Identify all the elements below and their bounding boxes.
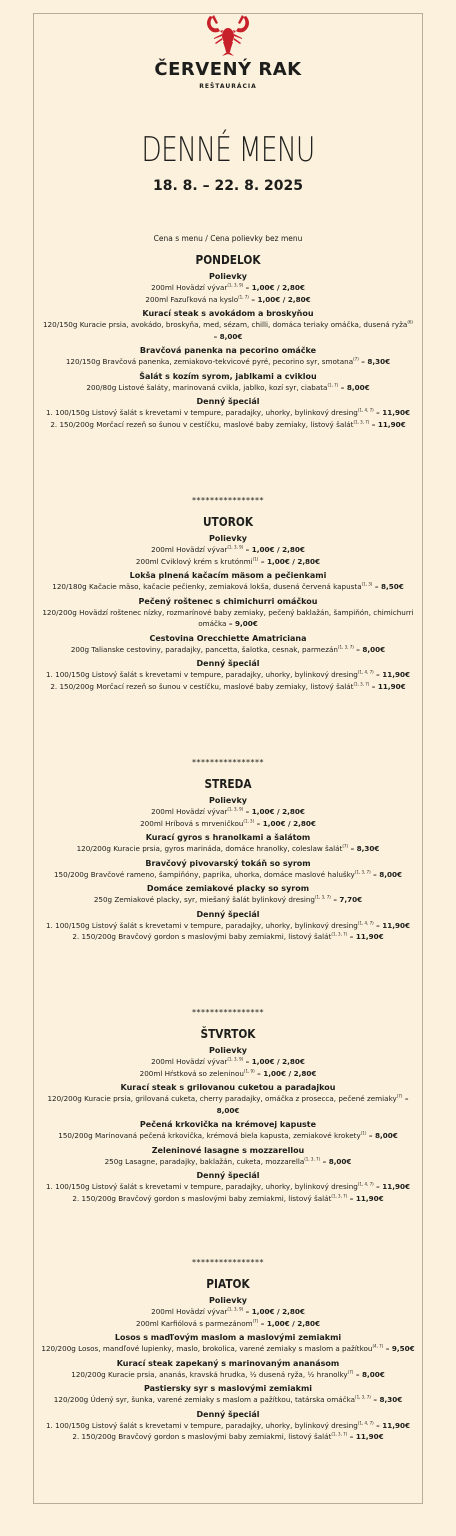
allergen-codes: (1, 3, 7) <box>353 419 370 425</box>
allergen-codes: (1, 4, 7) <box>357 1420 374 1426</box>
allergen-codes: (1, 4, 7) <box>357 669 374 675</box>
allergen-codes: (1, 3, 9) <box>227 282 244 288</box>
soup-item <box>40 294 416 306</box>
dish-description <box>40 894 416 906</box>
allergen-codes: (1, 3, 9) <box>227 806 244 812</box>
special-item <box>40 1431 416 1443</box>
price: – 11,90€ <box>373 1420 411 1430</box>
dish-description-text: 200g Talianske cestoviny, paradajky, pancetta, šalotka, cesnak, parmezán <box>70 644 338 654</box>
price: – 8,50€ <box>372 582 404 591</box>
dish-title: Pastiersky syr s maslovými zemiakmi <box>143 1384 313 1393</box>
special-heading: Denný špeciál <box>196 1409 260 1419</box>
special-item-text: 1. 100/150g Listový šalát s krevetami v tempure, paradajky, uhorky, bylinkový dresing <box>45 920 358 930</box>
section-separator: **************** <box>192 758 264 767</box>
day-section-štvrtok <box>40 1026 416 1204</box>
price: – 11,90€ <box>369 681 406 691</box>
dish-description-text: 120/200g Kuracie prsia, gyros marináda, domáce hranolky, coleslaw šalát <box>76 844 343 853</box>
day-section-piatok <box>40 1276 416 1443</box>
special-heading: Denný špeciál <box>196 909 260 919</box>
soup-item-text: 200ml Hovädzí vývar <box>151 807 228 816</box>
dish-description <box>40 1343 416 1355</box>
dish-description <box>40 319 416 342</box>
soup-item-text: 200ml Hríbová s mrveničkou <box>140 818 244 828</box>
price: – 11,90€ <box>373 670 411 679</box>
dish-description-text: 120/200g Údený syr, šunka, varené zemiaky s maslom a pažítkou, tatárska omáčka <box>53 1395 356 1404</box>
soups-heading: Polievky <box>208 272 248 281</box>
dish-title: Kurací steak zapekaný s marinovaným ananásom <box>116 1358 340 1368</box>
soups-heading: Polievky <box>208 1296 248 1305</box>
section-separator: **************** <box>192 1008 264 1017</box>
price: – 11,90€ <box>347 1193 384 1203</box>
price: – 8,00€ <box>370 869 402 879</box>
allergen-codes: (1) <box>252 556 259 562</box>
dish-title: Kurací steak s grilovanou cuketou a paradajkou <box>120 1083 336 1092</box>
soup-item <box>40 282 416 294</box>
price: – 1,00€ / 2,80€ <box>254 818 316 828</box>
dish-description-text: 120/200g Kuracie prsia, grilovaná cuketa, cherry paradajky, omáčka z prosecca, pečené zemiaky <box>47 1094 397 1103</box>
soup-item-text: 200ml Hovädzí vývar <box>151 545 228 554</box>
price: – 1,00€ / 2,80€ <box>243 807 305 816</box>
soup-item <box>40 1068 416 1080</box>
price: – 1,00€ / 2,80€ <box>243 283 305 292</box>
section-separator: **************** <box>192 496 264 505</box>
allergen-codes: (1, 7) <box>238 294 249 300</box>
special-heading: Denný špeciál <box>196 397 260 406</box>
allergen-codes: (1, 9) <box>243 1068 255 1074</box>
soups-heading: Polievky <box>208 534 248 543</box>
special-item <box>40 1193 416 1205</box>
price: – 9,00€ <box>226 619 258 628</box>
dish-description-text: 120/200g Losos, mandľové lupienky, maslo, brokolica, varené zemiaky s maslom a pažítkou <box>41 1344 373 1353</box>
day-name: UTOROK <box>202 515 254 529</box>
special-item <box>40 681 416 693</box>
price: – 11,90€ <box>369 419 406 429</box>
allergen-codes: (1, 3, 9) <box>227 1306 244 1312</box>
dish-title: Pečená krkovička na krémovej kapuste <box>139 1120 317 1129</box>
crayfish-icon <box>204 14 252 58</box>
dish-description <box>40 1093 416 1116</box>
soup-item-text: 200ml Hovädzí vývar <box>151 1307 228 1316</box>
price: – 1,00€ / 2,80€ <box>243 545 305 554</box>
price: – 8,00€ <box>320 1156 352 1166</box>
allergen-codes: (7) <box>252 1318 259 1324</box>
price: – 8,30€ <box>358 357 391 366</box>
allergen-codes: (1) <box>360 1130 367 1136</box>
special-item <box>40 1181 416 1193</box>
price: – 1,00€ / 2,80€ <box>254 1068 317 1078</box>
price: – 7,70€ <box>330 895 363 904</box>
special-item-text: 1. 100/150g Listový šalát s krevetami v tempure, paradajky, uhorky, bylinkový dresing <box>45 1182 358 1191</box>
soup-item-text: 200ml Hŕstková so zeleninou <box>139 1068 244 1078</box>
allergen-codes: (1, 3, 9) <box>227 1056 244 1062</box>
price: – 8,00€ <box>366 1131 398 1140</box>
dish-description-text: 150/200g Marinovaná pečená krkovička, krémová biela kapusta, zemiakové krokety <box>58 1131 361 1140</box>
special-item <box>40 1420 416 1432</box>
special-heading: Denný špeciál <box>196 659 260 668</box>
allergen-codes: (1, 4, 7) <box>357 920 374 926</box>
allergen-codes: (1, 4, 7) <box>357 407 374 413</box>
price: – 1,00€ / 2,80€ <box>243 1307 305 1316</box>
dish-description-text: 120/150g Kuracie prsia, avokádo, broskyňa, med, sézam, chilli, domáca teriaky omáčka, dusená ryža <box>42 320 408 329</box>
dish-description-text: 120/180g Kačacie mäso, kačacie pečienky, zemiaková lokša, dusená červená kapusta <box>52 582 362 591</box>
allergen-codes: (1, 3) <box>243 818 255 824</box>
special-heading: Denný špeciál <box>196 1171 260 1180</box>
special-item-text: 1. 100/150g Listový šalát s krevetami v tempure, paradajky, uhorky, bylinkový dresing <box>45 670 358 679</box>
date-range: 18. 8. – 22. 8. 2025 <box>152 178 304 194</box>
special-item-text: 1. 100/150g Listový šalát s krevetami v tempure, paradajky, uhorky, bylinkový dresing <box>45 1420 358 1430</box>
price: – 11,90€ <box>347 1432 384 1441</box>
day-name: STREDA <box>204 777 252 791</box>
soup-item-text: 200ml Cviklový krém s krutónmi <box>135 556 253 566</box>
dish-title: Pečený roštenec s chimichurri omáčkou <box>138 596 318 606</box>
dish-description <box>40 382 416 394</box>
allergen-codes: (1, 4, 7) <box>357 1181 374 1187</box>
price: – 8,30€ <box>348 844 380 853</box>
soup-item <box>40 1306 416 1318</box>
price: – 8,00€ <box>353 644 386 654</box>
dish-description <box>40 607 416 630</box>
dish-description-text: 250g Zemiakové placky, syr, miešaný šalát bylinkový dresing <box>93 895 315 904</box>
allergen-codes: (1, 3) <box>361 581 373 587</box>
allergen-codes: (1, 3, 7) <box>331 1431 348 1437</box>
special-item <box>40 419 416 431</box>
soup-item-text: 200ml Hovädzí vývar <box>151 283 228 292</box>
price: – 1,00€ / 2,80€ <box>248 294 311 304</box>
dish-title: Lokša plnená kačacím mäsom a pečienkami <box>129 571 327 580</box>
allergen-codes: (1, 3, 7) <box>331 1193 348 1199</box>
allergen-codes: (1, 7) <box>327 382 339 388</box>
soup-item <box>40 556 416 568</box>
dish-title: Kurací steak s avokádom a broskyňou <box>142 309 314 318</box>
brand-name: ČERVENÝ RAK <box>154 59 302 80</box>
soups-heading: Polievky <box>208 796 248 805</box>
dish-title: Bravčový pivovarský tokáň so syrom <box>145 858 311 868</box>
allergen-codes: (1, 3, 7) <box>314 894 331 900</box>
price-note: Cena s menu / Cena polievky bez menu <box>153 234 303 243</box>
special-item-text: 2. 150/200g Morčací rezeň so šunou v cestíčku, maslové baby zemiaky, listový šalát <box>50 419 354 429</box>
special-item-text: 2. 150/200g Bravčový gordon s maslovými baby zemiakmi, listový šalát <box>72 1193 332 1203</box>
dish-description <box>40 1369 416 1381</box>
price: – 8,30€ <box>370 1395 403 1404</box>
allergen-codes: (1, 3, 7) <box>353 681 370 687</box>
allergen-codes: (1, 3, 7) <box>354 869 371 875</box>
soup-item-text: 200ml Hovädzí vývar <box>151 1057 228 1066</box>
dish-description-text: 120/200g Kuracie prsia, ananás, kravská hrudka, ½ dusená ryža, ½ hranolky <box>71 1369 348 1379</box>
price: – 11,90€ <box>373 920 411 930</box>
price: – 1,00€ / 2,80€ <box>243 1057 305 1066</box>
day-name: PONDELOK <box>195 253 261 267</box>
day-section-utorok <box>40 514 416 692</box>
allergen-codes: (6) <box>407 319 413 325</box>
dish-description-text: 150/200g Bravčové rameno, šampiňóny, paprika, uhorka, domáce maslové halušky <box>53 869 355 879</box>
dish-title: Losos s maďľovým maslom a maslovými zemiakmi <box>114 1333 342 1342</box>
special-item-text: 2. 150/200g Morčací rezeň so šunou v cestíčku, maslové baby zemiaky, listový šalát <box>50 681 354 691</box>
special-item-text: 2. 150/200g Bravčový gordon s maslovými baby zemiakmi, listový šalát <box>72 1432 332 1441</box>
dish-description <box>40 581 416 593</box>
special-item-text: 1. 100/150g Listový šalát s krevetami v tempure, paradajky, uhorky, bylinkový dresing <box>45 408 358 417</box>
dish-title: Domáce zemiakové placky so syrom <box>146 884 310 893</box>
soups-heading: Polievky <box>208 1046 248 1055</box>
dish-description <box>40 843 416 855</box>
allergen-codes: (1, 3, 7) <box>331 931 348 937</box>
soup-item <box>40 1318 416 1330</box>
day-section-streda <box>40 776 416 943</box>
day-name: ŠTVRTOK <box>200 1027 256 1041</box>
dish-description <box>40 1394 416 1406</box>
special-item <box>40 669 416 681</box>
allergen-codes: (1, 3, 7) <box>304 1156 321 1162</box>
page-title: DENNÉ MENU <box>141 130 315 170</box>
allergen-codes: (7) <box>353 356 359 362</box>
allergen-codes: (1, 3, 7) <box>337 644 354 650</box>
soup-item-text: 200ml Karfiólová s parmezánom <box>136 1318 253 1328</box>
dish-description-text: 250g Lasagne, paradajky, baklažán, cuketa, mozzarella <box>104 1156 305 1166</box>
price: – 9,50€ <box>383 1344 415 1353</box>
dish-description <box>40 1130 416 1142</box>
dish-title: Cestovina Orecchiette Amatriciana <box>149 633 307 643</box>
dish-description-text: 200/80g Listové šaláty, marinovaná cvikla, jablko, kozí syr, ciabata <box>86 382 328 392</box>
brand-header <box>0 14 456 90</box>
special-item-text: 2. 150/200g Bravčový gordon s maslovými baby zemiakmi, listový šalát <box>72 932 332 941</box>
day-section-pondelok <box>40 252 416 430</box>
allergen-codes: (7) <box>347 1369 354 1375</box>
day-name: PIATOK <box>206 1277 250 1291</box>
price: – 1,00€ / 2,80€ <box>258 556 321 566</box>
soup-item-text: 200ml Fazuľková na kyslo <box>145 294 239 304</box>
soup-item <box>40 806 416 818</box>
dish-title: Zeleninové lasagne s mozzarellou <box>151 1145 305 1155</box>
soup-item <box>40 1056 416 1068</box>
allergen-codes: (7) <box>396 1093 403 1099</box>
allergen-codes: (4, 7) <box>372 1343 384 1349</box>
price: – 8,00€ <box>353 1369 385 1379</box>
dish-description <box>40 356 416 368</box>
allergen-codes: (7) <box>342 843 349 849</box>
dish-title: Šalát s kozím syrom, jablkami a cviklou <box>139 371 317 381</box>
special-item <box>40 920 416 932</box>
special-item <box>40 407 416 419</box>
dish-description <box>40 1156 416 1168</box>
dish-description <box>40 644 416 656</box>
soup-item <box>40 818 416 830</box>
allergen-codes: (1, 3, 9) <box>227 544 244 550</box>
price: – 11,90€ <box>373 408 411 417</box>
section-separator: **************** <box>192 1258 264 1267</box>
price: – 8,00€ <box>216 1094 409 1115</box>
dish-title: Kurací gyros s hranolkami a šalátom <box>145 833 311 842</box>
brand-subtitle: REŠTAURÁCIA <box>199 83 257 90</box>
dish-description-text: 120/200g Hovädzí roštenec nízky, rozmarínové baby zemiaky, pečený baklažán, šampiňón, chimichurri omáčka <box>42 607 414 628</box>
allergen-codes: (1, 3, 7) <box>355 1394 371 1400</box>
dish-description <box>40 869 416 881</box>
price: – 8,00€ <box>213 331 243 341</box>
soup-item <box>40 544 416 556</box>
dish-description-text: 120/150g Bravčová panenka, zemiakovo-tekvicové pyré, pecorino syr, smotana <box>65 357 354 366</box>
price: – 11,90€ <box>373 1182 411 1191</box>
price: – 8,00€ <box>338 382 370 392</box>
special-item <box>40 931 416 943</box>
dish-title: Bravčová panenka na pecorino omáčke <box>139 346 317 355</box>
price: – 1,00€ / 2,80€ <box>258 1318 320 1328</box>
price: – 11,90€ <box>347 932 384 941</box>
